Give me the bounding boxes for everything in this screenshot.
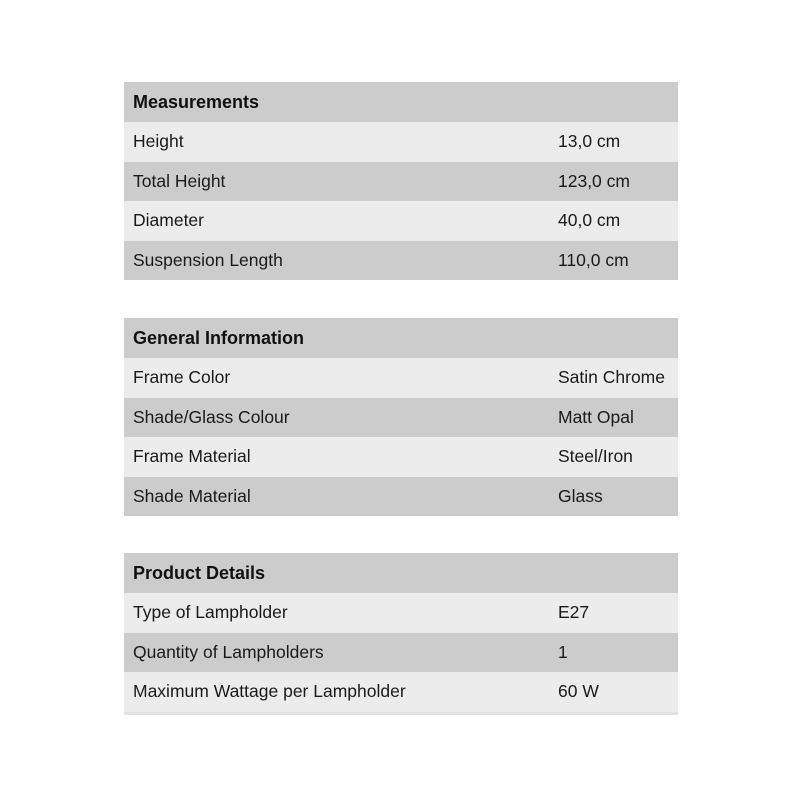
spec-value: 1 xyxy=(548,633,678,673)
spec-label: Frame Color xyxy=(124,358,548,398)
table-row xyxy=(124,593,678,633)
section-header-row xyxy=(124,82,678,122)
table-row xyxy=(124,633,678,673)
spec-label: Height xyxy=(124,122,548,162)
table-row xyxy=(124,122,678,162)
table-row xyxy=(124,437,678,477)
spec-value: 123,0 cm xyxy=(548,162,678,202)
product-details-table xyxy=(124,553,678,715)
table-row xyxy=(124,672,678,713)
spec-value: 110,0 cm xyxy=(548,241,678,281)
spec-label: Type of Lampholder xyxy=(124,593,548,633)
section-header-row xyxy=(124,553,678,593)
table-row xyxy=(124,358,678,398)
spec-label: Shade Material xyxy=(124,477,548,517)
spec-label: Diameter xyxy=(124,201,548,241)
spec-label: Maximum Wattage per Lampholder xyxy=(124,672,548,713)
general-information-table xyxy=(124,318,678,516)
measurements-table xyxy=(124,82,678,280)
spec-value: Glass xyxy=(548,477,678,517)
spec-label: Suspension Length xyxy=(124,241,548,281)
spec-value: E27 xyxy=(548,593,678,633)
section-title-product-details: Product Details xyxy=(124,553,678,593)
spec-label: Frame Material xyxy=(124,437,548,477)
table-row xyxy=(124,398,678,438)
spec-value: Steel/Iron xyxy=(548,437,678,477)
spec-label: Shade/Glass Colour xyxy=(124,398,548,438)
table-row xyxy=(124,241,678,281)
section-title-measurements: Measurements xyxy=(124,82,678,122)
spec-value: 13,0 cm xyxy=(548,122,678,162)
section-header-row xyxy=(124,318,678,358)
spec-label: Total Height xyxy=(124,162,548,202)
table-row xyxy=(124,477,678,517)
table-row xyxy=(124,201,678,241)
spec-value: Matt Opal xyxy=(548,398,678,438)
section-title-general-information: General Information xyxy=(124,318,678,358)
spec-value: 60 W xyxy=(548,672,678,713)
spec-value: Satin Chrome xyxy=(548,358,678,398)
table-row xyxy=(124,162,678,202)
spec-value: 40,0 cm xyxy=(548,201,678,241)
spec-label: Quantity of Lampholders xyxy=(124,633,548,673)
